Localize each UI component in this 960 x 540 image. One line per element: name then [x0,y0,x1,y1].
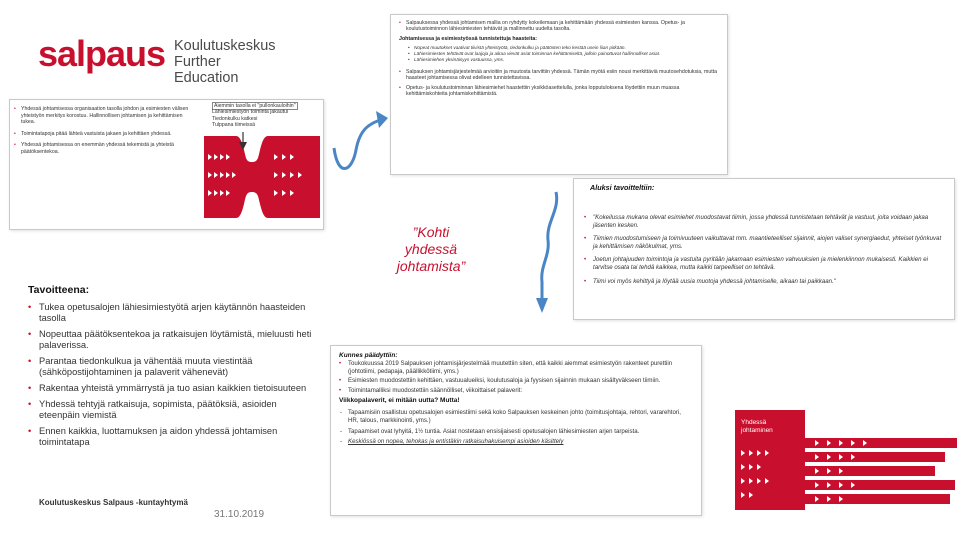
outcome-snippet [330,345,702,516]
list-item: • Opetus- ja koulutustoiminnan lähiesimiehet haastettiin yksikköasettelulla, jonka lopputuloksena löydettiin muun muassa kehittämiskohteita johtamiskehittämistä. [399,85,719,98]
arrow-up-right-icon [334,120,380,169]
list-item: • Nopeat muutokset vaativat tiivistä yhteistyötä, tiedonkulku ja päätösten teko kestää usein liian pitkään. [399,45,719,51]
logo-subtitle: Koulutuskeskus Further Education [174,38,276,86]
top-right-snippet [390,14,728,175]
logo-wordmark: salpaus [38,33,166,74]
list-item: • Nopeuttaa päätöksentekoa ja ratkaisujen löytämistä, mieluusti heti palaverissa. [28,329,318,351]
footer-organisation: Koulutuskeskus Salpaus -kuntayhtymä [39,498,188,507]
list-item: • Lähiesimiehen yksinäisyys vastuussa, yms. [399,57,719,63]
list-item: • Toimintamalliksi muodostettiin säännölliset, viikoittaiset palaverit: [339,387,693,395]
list-item: - Tapaamisiin osallistuu opetusalojen esimiestiimi sekä koko Salpauksen keskeinen johto (toimitusjohtaja, rehtori, vararehtori, HR, talous, markkinointi, yms.) [339,409,693,424]
list-item: • Parantaa tiedonkulkua ja vähentää muuta viestintää (sähköpostijohtaminen ja palaverit vähenevät) [28,356,318,378]
list-item: • Esimiesten muodostettiin kehittäen, vastuualueiksi, koulutusaloja ja fyysisen sijainnin mukaan sisältyväkseen tiimiin. [339,377,693,385]
goals-section [28,284,318,453]
top-left-snippet [9,99,324,230]
yhdessa-johtaminen-graphic [735,410,957,510]
list-item: • Rakentaa yhteistä ymmärrystä ja tuo asian kaikkien tietoisuuteen [28,383,318,394]
footer-date: 31.10.2019 [214,509,265,520]
list-item: • Joetun johtajuuden toimintoja ja vastuita pyritään jakamaan esimiesten vahvuuksien ja mielenkiinnon mukaisesti. Kaikkien ei tarvitse osata tai tehdä kaikkea, mutta kaikki tarpeelliset on tehtävä. [584,256,944,271]
arrow-up-right-head-icon [376,111,388,128]
list-item: • Yhdessä johtamisessa on enemmän yhdessä tekemistä ja yhteistä päätöksentekoa. [14,142,196,155]
list-item: • Tiimi voi myös kehittyä ja löytää uusia muotoja yhdessä johtamiselle, aikaan tai paikkaan." [584,278,944,286]
block-art-label-2: johtaminen [741,427,773,434]
list-item: - Keskiössä on nopea, tehokas ja entistäkin ratkaisuhakuisempi asioiden käsittely [339,438,693,446]
center-quote: ”Kohti yhdessä johtamista” [396,224,466,274]
weekly-meetings-heading: Viikkopalaverit, ei mitään uutta? Mutta! [339,397,460,405]
list-item: • Yhdessä johtamisessa organisaation tasolla johdon ja esimiesten välisen yhteistyön merkitys korostuu. Hallinnollisen johtamisen ja kehittämisen tukea. [14,106,196,126]
initial-goals-heading: Aluksi tavoitteltiin: [590,183,655,192]
list-item: • Yhdessä tehtyjä ratkaisuja, sopimista, päätöksiä, asioiden eteenpäin viemistä [28,399,318,421]
list-item: • Ennen kaikkia, luottamuksen ja aidon yhdessä johtamisen toimintatapa [28,426,318,448]
salpaus-logo [38,33,288,86]
list-item: • "Kokeilussa mukana olevat esimiehet muodostavat tiimin, jossa yhdessä tunnistetaan tehtävät ja vastuut, joita voidaan jakaa jäsenten kesken. [584,214,944,229]
list-item: • Tiimien muodostumiseen ja toimivuuteen vaikuttavat mm. maantieteelliset sijainnit, aiojen valiset synergiaedut, yhteiset työnkuvat ja kehittämisen näkökulmat, yms. [584,235,944,250]
initial-goals-snippet [573,178,955,320]
goals-title: Tavoitteena: [28,284,90,296]
bottleneck-graphic [202,132,322,222]
list-item: • Tukea opetusalojen lähiesimiestyötä arjen käytännön haasteiden tasolla [28,302,318,324]
list-item: - Tapaamiset ovat lyhyitä, 1½ tuntia. Asiat nostetaan ensisijaisesti opetusalojen lähiesimiesten arjen tarpeista. [339,428,693,436]
list-item: • Lähiesimiesten tehtävät ovat laajoja ja aikaa vievät asiat toiminnan kehittämiseltä, jolloin painottuvat hallinnolliset asiat. [399,51,719,57]
arrow-down-icon [542,192,557,300]
outcome-heading: Kunnes päädyttiin: [339,352,398,359]
arrow-down-head-icon [536,298,548,313]
list-item: • Toukokuussa 2019 Salpauksen johtamisjärjestelmää muutettiin siten, että kaikki aiemmat esimiestyön rakenteet purettiin (johtotiimi, pedapaja, päällikkötiimi, yms.) [339,360,693,375]
list-item: • Toimintatapoja pitää lähteä vastuista jakaen ja kehittäen yhdessä. [14,131,196,138]
top-left-bullets [14,106,196,161]
list-item: • Salpauksen johtamisjärjestelmää arvioitiin ja muutosta tarvittiin yhdessä. Tämän myötä esiin nousi merkittäviä muutosehdotuksia, mutta haasteet johtamisessa olivat edelleen tunnistettavissa. [399,69,719,82]
challenges-heading: Johtamisessa ja esimiestyössä tunnistettuja haasteita: [399,35,538,42]
list-item: • Salpauksessa yhdessä johtamisen mallia on ryhdytty kokeilemaan ja kehittämään yhdessä esimiesten kanssa. Opetus- ja koulutustoiminnon lähiesimiesten tehtävät ja mallinnettu uudelta tasolta. [399,20,719,33]
block-art-label-1: Yhdessä [741,419,767,426]
bottleneck-note: Aiemmin tasolla ei "pullonkauloihin" Lähiesimiestyön toiminta jakautui Tiedonkulku katkesi Tulppana tiimeissä [212,103,296,128]
